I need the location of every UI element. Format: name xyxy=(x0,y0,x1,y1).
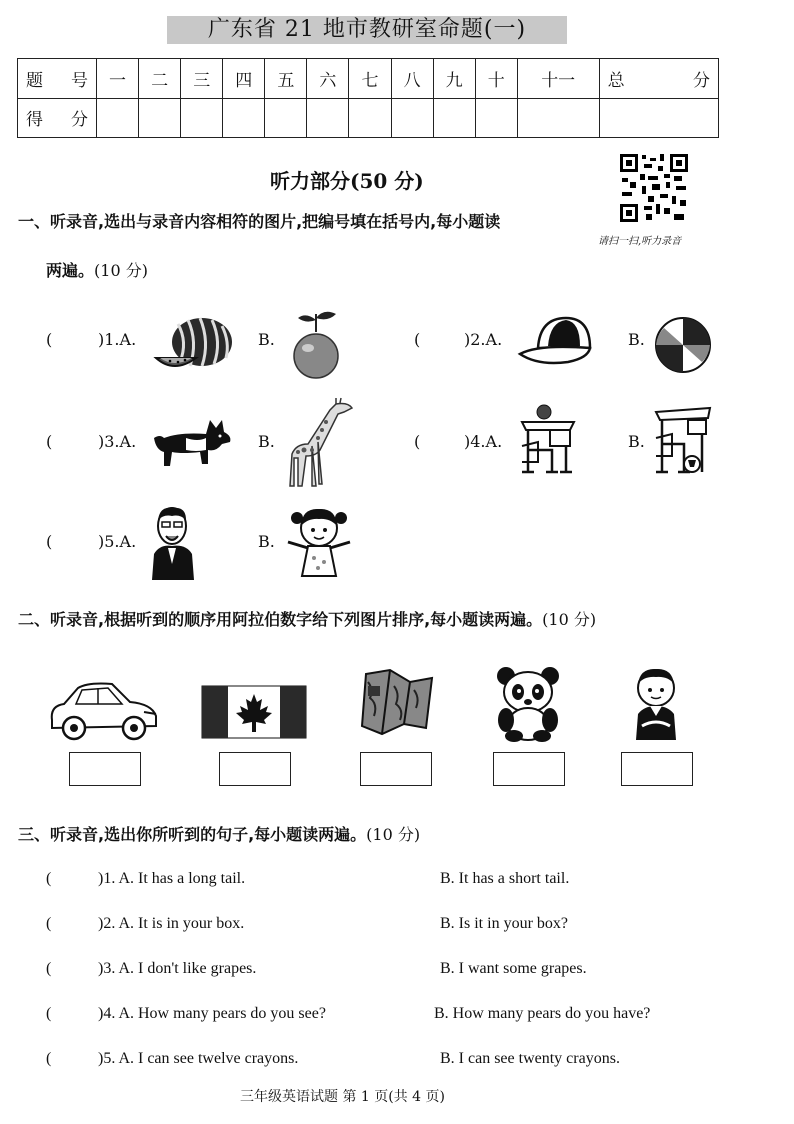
part3-option-b-1: B. It has a short tail. xyxy=(440,870,570,887)
part3-option-b-2: B. Is it in your box? xyxy=(440,915,568,932)
order-answer-box[interactable] xyxy=(621,752,693,786)
part3-option-b-5: B. I can see twenty crayons. xyxy=(440,1050,620,1067)
qr-code-icon[interactable] xyxy=(618,152,690,224)
score-cell[interactable] xyxy=(307,98,349,138)
paren-1[interactable]: ( xyxy=(46,330,53,349)
part3-option-a-2: )2. A. It is in your box. xyxy=(98,915,245,932)
column-6: 六 xyxy=(307,59,349,99)
part3-option-a-3: )3. A. I don't like grapes. xyxy=(98,960,257,977)
part3-option-b-3: B. I want some grapes. xyxy=(440,960,587,977)
paren-3[interactable]: ( xyxy=(46,432,53,451)
column-4: 四 xyxy=(223,59,265,99)
column-1: 一 xyxy=(97,59,139,99)
order-answer-box[interactable] xyxy=(219,752,291,786)
score-table xyxy=(17,58,719,138)
part3-paren-2[interactable]: ( xyxy=(46,915,52,932)
item-5-number: )5.A. xyxy=(98,532,137,551)
item-1-number: )1.A. xyxy=(98,330,137,349)
column-3: 三 xyxy=(181,59,223,99)
paren-5[interactable]: ( xyxy=(46,532,53,551)
boy-icon[interactable] xyxy=(628,664,684,740)
panda-icon[interactable] xyxy=(490,664,566,742)
part3-paren-4[interactable]: ( xyxy=(46,1005,52,1022)
page-footer: 三年级英语试题 第 1 页(共 4 页) xyxy=(240,1089,445,1105)
desk-ball-under-icon[interactable] xyxy=(652,404,714,480)
car-icon[interactable] xyxy=(48,676,160,744)
item-5-b-label: B. xyxy=(258,532,275,551)
part1-heading-line2: 两遍。(10 分) xyxy=(46,261,148,280)
score-table-header-row xyxy=(18,59,719,99)
score-cell[interactable] xyxy=(181,98,223,138)
item-2-b-label: B. xyxy=(628,330,645,349)
paren-2[interactable]: ( xyxy=(414,330,421,349)
part3-option-a-4: )4. A. How many pears do you see? xyxy=(98,1005,326,1022)
item-4-number: )4.A. xyxy=(464,432,503,451)
score-cell[interactable] xyxy=(223,98,265,138)
orange-icon[interactable] xyxy=(288,306,344,380)
score-cell[interactable] xyxy=(517,98,599,138)
part3-paren-5[interactable]: ( xyxy=(46,1050,52,1067)
grandpa-icon[interactable] xyxy=(148,504,198,580)
item-1-b-label: B. xyxy=(258,330,275,349)
column-7: 七 xyxy=(349,59,391,99)
score-cell[interactable] xyxy=(599,98,718,138)
column-2: 二 xyxy=(139,59,181,99)
score-cell[interactable] xyxy=(97,98,139,138)
column-8: 八 xyxy=(391,59,433,99)
column-11: 十一 xyxy=(517,59,599,99)
ball-icon[interactable] xyxy=(654,316,712,374)
score-cell[interactable] xyxy=(265,98,307,138)
watermelon-icon[interactable] xyxy=(152,316,234,372)
canada-flag-icon[interactable] xyxy=(202,686,306,738)
score-table-score-row xyxy=(18,98,719,138)
giraffe-icon[interactable] xyxy=(286,398,356,488)
item-4-b-label: B. xyxy=(628,432,645,451)
item-3-number: )3.A. xyxy=(98,432,137,451)
part3-option-a-5: )5. A. I can see twelve crayons. xyxy=(98,1050,299,1067)
part2-heading: 二、听录音,根据听到的顺序用阿拉伯数字给下列图片排序,每小题读两遍。(10 分) xyxy=(18,610,597,629)
score-cell[interactable] xyxy=(391,98,433,138)
part3-paren-1[interactable]: ( xyxy=(46,870,52,887)
score-cell[interactable] xyxy=(475,98,517,138)
part3-paren-3[interactable]: ( xyxy=(46,960,52,977)
qr-caption: 请扫一扫,听力录音 xyxy=(598,236,682,247)
girl-icon[interactable] xyxy=(284,504,354,578)
part1-heading: 一、听录音,选出与录音内容相符的图片,把编号填在括号内,每小题读 xyxy=(18,212,501,231)
column-10: 十 xyxy=(475,59,517,99)
part3-option-b-4: B. How many pears do you have? xyxy=(434,1005,651,1022)
dog-icon[interactable] xyxy=(150,412,234,470)
order-answer-box[interactable] xyxy=(69,752,141,786)
column-total: 总 分 xyxy=(599,59,718,99)
cap-icon[interactable] xyxy=(518,314,594,370)
score-cell[interactable] xyxy=(349,98,391,138)
exam-title: 广东省 21 地市教研室命题(一) xyxy=(167,16,567,44)
item-3-b-label: B. xyxy=(258,432,275,451)
score-cell[interactable] xyxy=(139,98,181,138)
map-icon[interactable] xyxy=(360,668,434,736)
part3-heading: 三、听录音,选出你所听到的句子,每小题读两遍。(10 分) xyxy=(18,825,421,844)
order-answer-box[interactable] xyxy=(493,752,565,786)
row-label-score: 得 分 xyxy=(18,98,97,138)
column-5: 五 xyxy=(265,59,307,99)
column-9: 九 xyxy=(433,59,475,99)
item-2-number: )2.A. xyxy=(464,330,503,349)
listening-section-title: 听力部分(50 分) xyxy=(270,169,424,193)
part3-option-a-1: )1. A. It has a long tail. xyxy=(98,870,246,887)
desk-ball-on-icon[interactable] xyxy=(518,402,578,480)
row-label-number: 题 号 xyxy=(18,59,97,99)
score-cell[interactable] xyxy=(433,98,475,138)
paren-4[interactable]: ( xyxy=(414,432,421,451)
order-answer-box[interactable] xyxy=(360,752,432,786)
